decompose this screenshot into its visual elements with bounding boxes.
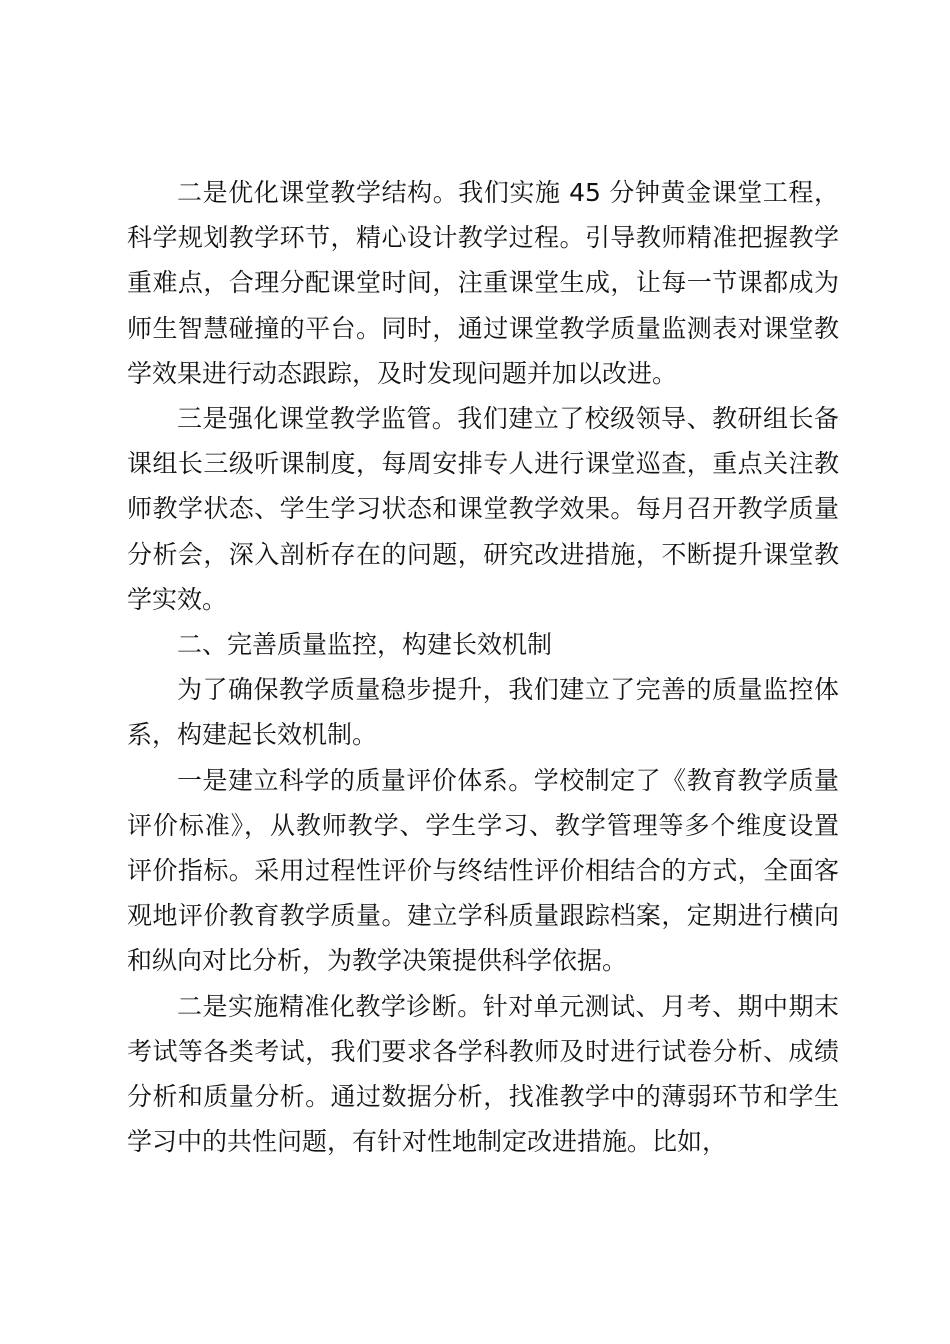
document-body [127,170,839,1164]
section-heading: 二、完善质量监控，构建长效机制 [177,630,553,660]
paragraph-strengthen-supervision: 三是强化课堂教学监管。我们建立了校级领导、教研组长备课组长三级听课制度，每周安排专人进行课堂巡查，重点关注教师教学状态、学生学习状态和课堂教学效果。每月召开教学质量分析会，深入剖析存在的问题，研究改进措施，不断提升课堂教学实效。 [127,404,839,614]
paragraph-evaluation-system: 一是建立科学的质量评价体系。学校制定了《教育教学质量评价标准》，从教师教学、学生学习、教学管理等多个维度设置评价指标。采用过程性评价与终结性评价相结合的方式，全面客观地评价教育教学质量。建立学科质量跟踪档案，定期进行横向和纵向对比分析，为教学决策提供科学依据。 [127,765,839,976]
paragraph-quality-system-intro: 为了确保教学质量稳步提升，我们建立了完善的质量监控体系，构建起长效机制。 [127,675,839,750]
paragraph-teaching-diagnosis: 二是实施精准化教学诊断。针对单元测试、月考、期中期末考试等各类考试，我们要求各学科教师及时进行试卷分析、成绩分析和质量分析。通过数据分析，找准教学中的薄弱环节和学生学习中的共性问题，有针对性地制定改进措施。比如， [127,991,839,1157]
paragraph-optimize-classroom: 二是优化课堂教学结构。我们实施 45 分钟黄金课堂工程，科学规划教学环节，精心设计教学过程。引导教师精准把握教学重难点，合理分配课堂时间，注重课堂生成，让每一节课都成为师生智慧碰撞的平台。同时，通过课堂教学质量监测表对课堂教学效果进行动态跟踪，及时发现问题并加以改进。 [127,178,839,388]
